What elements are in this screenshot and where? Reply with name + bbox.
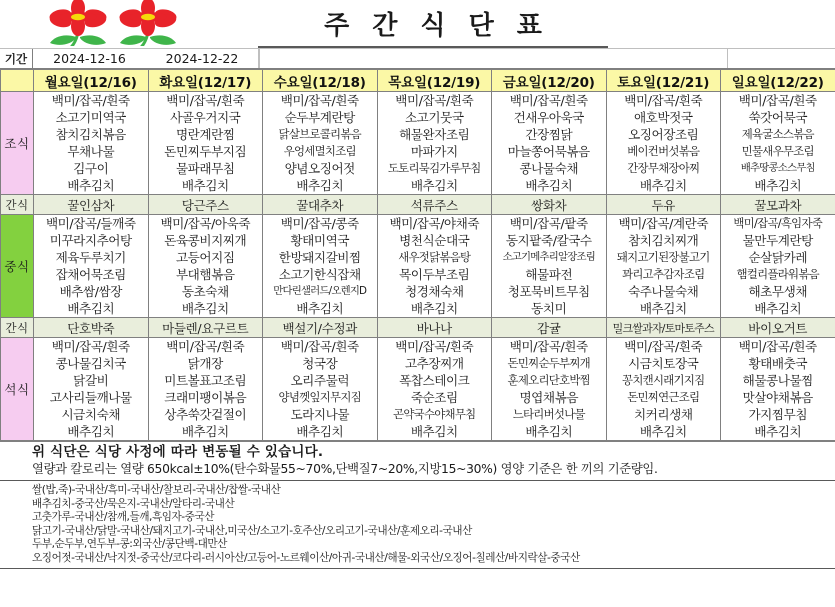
dish: 닭살브로콜리볶음 bbox=[278, 127, 361, 141]
dish: 명엽채볶음 bbox=[519, 390, 579, 405]
breakfast-cell-tue bbox=[148, 92, 263, 195]
dish: 돈육콩비지찌개 bbox=[164, 233, 247, 248]
dish: 배추김치 bbox=[67, 424, 115, 439]
flower-decoration bbox=[30, 0, 230, 46]
dish: 꽁치캔시래기지짐 bbox=[622, 373, 705, 387]
dish: 폭찹스테이크 bbox=[399, 373, 470, 388]
dish: 양념껫잎지무지짐 bbox=[278, 390, 361, 404]
dish: 황태배춧국 bbox=[748, 356, 808, 371]
row-label-breakfast: 조식 bbox=[1, 92, 34, 195]
period-end-date: 2024-12-22 bbox=[146, 49, 259, 68]
dish: 쑥갓어묵국 bbox=[748, 110, 808, 125]
dish: 배추김치 bbox=[754, 178, 802, 193]
row-label-snack2: 간식 bbox=[1, 318, 34, 338]
dish: 돼지고기된장불고기 bbox=[616, 250, 710, 264]
dish: 우엉세멸치조림 bbox=[283, 144, 356, 158]
dish: 백미/잡곡/흰죽 bbox=[395, 93, 474, 108]
dish: 만다린샐러드/오렌지D bbox=[273, 285, 367, 297]
dish: 백미/잡곡/흰죽 bbox=[509, 93, 588, 108]
dish: 소고기메추리알장조림 bbox=[502, 251, 595, 263]
dish: 도토리묵김가루무침 bbox=[387, 161, 481, 175]
dinner-cell-fri bbox=[492, 338, 607, 441]
snack1-cell-mon: 꿀인삼차 bbox=[34, 195, 149, 215]
lunch-cell-mon bbox=[34, 215, 149, 318]
day-header-sat: 토요일(12/21) bbox=[606, 70, 721, 92]
snack1-row bbox=[1, 195, 835, 215]
origin-line: 두부,순두부,연두부-콩:외국산/콩단백-대만산 bbox=[32, 538, 227, 551]
dish: 백미/잡곡/계란죽 bbox=[618, 216, 709, 231]
dish: 배추김치 bbox=[525, 178, 573, 193]
dish: 배추김치 bbox=[410, 178, 458, 193]
dish: 배추김치 bbox=[181, 301, 229, 316]
period-blank-cell-last bbox=[727, 49, 835, 68]
dish: 배추김치 bbox=[181, 178, 229, 193]
dinner-cell-tue bbox=[148, 338, 263, 441]
dish: 고추장찌개 bbox=[404, 356, 464, 371]
dish: 간장무채장아찌 bbox=[627, 161, 700, 175]
dish: 배추김치 bbox=[296, 178, 344, 193]
breakfast-cell-sun bbox=[721, 92, 835, 195]
weekly-menu-table bbox=[0, 69, 835, 441]
snack1-cell-fri: 쌍화차 bbox=[492, 195, 607, 215]
dish: 오징어장조림 bbox=[628, 127, 699, 142]
dish: 크래미팽이볶음 bbox=[164, 390, 247, 405]
dish: 순살닭카레 bbox=[748, 250, 808, 265]
dish: 물만두계란탕 bbox=[742, 233, 813, 248]
dinner-cell-wed bbox=[263, 338, 378, 441]
dish: 참치김치찌개 bbox=[628, 233, 699, 248]
breakfast-cell-mon bbox=[34, 92, 149, 195]
dish: 청포묵비트무침 bbox=[507, 284, 590, 299]
calorie-notice: 열량과 칼로리는 열량 650kcal±10%(탄수화물55~70%,단백질7~20%,지방15~30%) 영양 기준은 한 끼의 기준량임. bbox=[32, 462, 658, 476]
snack2-cell-wed: 백설기/수정과 bbox=[263, 318, 378, 338]
dinner-cell-sat bbox=[606, 338, 721, 441]
row-label-snack1: 간식 bbox=[1, 195, 34, 215]
dish: 백미/잡곡/흰죽 bbox=[509, 339, 588, 354]
dish: 해물완자조림 bbox=[399, 127, 470, 142]
lunch-cell-sat bbox=[606, 215, 721, 318]
dish: 오리주물럭 bbox=[290, 373, 350, 388]
snack2-row bbox=[1, 318, 835, 338]
menu-change-notice: 위 식단은 식당 사정에 따라 변동될 수 있습니다. bbox=[32, 444, 324, 460]
page-title bbox=[258, 0, 608, 48]
dish: 미꾸라지추어탕 bbox=[49, 233, 132, 248]
dish: 해초무생채 bbox=[748, 284, 808, 299]
dish: 시금치숙채 bbox=[61, 407, 121, 422]
page-title-text: 주 간 식 단 표 bbox=[324, 10, 549, 41]
dish: 고등어지짐 bbox=[175, 250, 235, 265]
lunch-cell-fri bbox=[492, 215, 607, 318]
dish: 백미/잡곡/흰죽 bbox=[624, 339, 703, 354]
dish: 순두부계란탕 bbox=[284, 110, 355, 125]
dish: 배추김치 bbox=[181, 424, 229, 439]
dish: 콩나물숙채 bbox=[519, 161, 579, 176]
snack2-cell-mon: 단호박죽 bbox=[34, 318, 149, 338]
day-header-fri: 금요일(12/20) bbox=[492, 70, 607, 92]
dish: 닭갈비 bbox=[73, 373, 109, 388]
dish: 가지찜무침 bbox=[748, 407, 808, 422]
dish: 제육굴소스볶음 bbox=[741, 127, 814, 141]
dish: 치커리생채 bbox=[633, 407, 693, 422]
footer-notice-block bbox=[0, 441, 835, 481]
dinner-cell-thu bbox=[377, 338, 492, 441]
dish: 명란계란찜 bbox=[175, 127, 235, 142]
dish: 물파래무침 bbox=[175, 161, 235, 176]
period-start-date: 2024-12-16 bbox=[53, 51, 126, 66]
dish: 배추김치 bbox=[67, 178, 115, 193]
dish: 청국장 bbox=[302, 356, 338, 371]
breakfast-cell-sat bbox=[606, 92, 721, 195]
lunch-cell-tue bbox=[148, 215, 263, 318]
breakfast-cell-fri bbox=[492, 92, 607, 195]
breakfast-cell-wed bbox=[263, 92, 378, 195]
dish: 배추쌈/쌈장 bbox=[59, 284, 122, 299]
dish: 간장찜닭 bbox=[525, 127, 573, 142]
dish: 배추김치 bbox=[639, 424, 687, 439]
dish: 부대햄볶음 bbox=[175, 267, 235, 282]
dish: 목이두부조림 bbox=[399, 267, 470, 282]
dish: 잡채어묵조림 bbox=[55, 267, 126, 282]
dish: 동지팥죽/칼국수 bbox=[505, 233, 592, 248]
snack2-cell-sat: 밀크쌀과자/토마토주스 bbox=[606, 318, 721, 338]
period-blank-cells bbox=[259, 49, 727, 68]
breakfast-row bbox=[1, 92, 835, 195]
origin-line: 배추김치-중국산/묵은지-국내산/알타리-국내산 bbox=[32, 497, 235, 510]
breakfast-cell-thu bbox=[377, 92, 492, 195]
day-header-sun: 일요일(12/22) bbox=[721, 70, 835, 92]
dish: 백미/잡곡/흑임자죽 bbox=[733, 216, 823, 230]
dish: 햄컬리플라워볶음 bbox=[736, 267, 819, 281]
snack1-cell-tue: 당근주스 bbox=[148, 195, 263, 215]
dish: 배추김치 bbox=[410, 301, 458, 316]
dish: 도라지나물 bbox=[290, 407, 350, 422]
period-label: 기간 bbox=[0, 49, 33, 68]
dish: 해물파전 bbox=[525, 267, 573, 282]
dish: 돈민찌두부지짐 bbox=[164, 144, 247, 159]
dish: 소고기뭇국 bbox=[404, 110, 464, 125]
dish: 꽈리고추감자조림 bbox=[622, 267, 705, 281]
dish: 애호박젓국 bbox=[633, 110, 693, 125]
origin-line: 쌀(밥,죽)-국내산/흑미-국내산/찰보리-국내산/찹쌀-국내산 bbox=[32, 484, 281, 496]
snack2-cell-tue: 마들렌/요구르트 bbox=[148, 318, 263, 338]
dish: 느타리버섯나물 bbox=[512, 407, 585, 421]
lunch-cell-wed bbox=[263, 215, 378, 318]
dish: 미트볼표고조림 bbox=[164, 373, 247, 388]
snack1-cell-thu: 석류주스 bbox=[377, 195, 492, 215]
lunch-cell-thu bbox=[377, 215, 492, 318]
dish: 김구이 bbox=[73, 161, 109, 176]
snack2-cell-fri: 감귤 bbox=[492, 318, 607, 338]
origin-line: 고춧가루-국내산/참깨,들깨,흑임자-중국산 bbox=[32, 511, 215, 524]
dish: 배추김치 bbox=[67, 301, 115, 316]
dish: 맛살야채볶음 bbox=[742, 390, 813, 405]
day-header-tue: 화요일(12/17) bbox=[148, 70, 263, 92]
row-label-lunch: 중식 bbox=[1, 215, 34, 318]
day-header-mon: 월요일(12/16) bbox=[34, 70, 149, 92]
dish: 무채나물 bbox=[67, 144, 115, 159]
dinner-cell-mon bbox=[34, 338, 149, 441]
dish: 백미/잡곡/아욱죽 bbox=[160, 216, 251, 231]
dish: 양념오징어젓 bbox=[284, 161, 355, 176]
dish: 백미/잡곡/흰죽 bbox=[51, 93, 130, 108]
dish: 곤약국수야채무침 bbox=[393, 407, 476, 421]
dish: 죽순조림 bbox=[410, 390, 458, 405]
dish: 해물콩나물찜 bbox=[742, 373, 813, 388]
dish: 소고기미역국 bbox=[55, 110, 126, 125]
lunch-cell-sun bbox=[721, 215, 835, 318]
dish: 베이컨버섯볶음 bbox=[627, 144, 700, 158]
snack1-cell-sat: 두유 bbox=[606, 195, 721, 215]
day-header-thu: 목요일(12/19) bbox=[377, 70, 492, 92]
row-label-dinner: 석식 bbox=[1, 338, 34, 441]
dish: 사골우거지국 bbox=[170, 110, 241, 125]
dish: 배추김치 bbox=[639, 178, 687, 193]
dish: 동초숙채 bbox=[181, 284, 229, 299]
dish: 백미/잡곡/흰죽 bbox=[624, 93, 703, 108]
dish: 훈제오리단호박찜 bbox=[507, 373, 590, 387]
dish: 건새우아욱국 bbox=[513, 110, 584, 125]
dish: 숙주나물숙채 bbox=[628, 284, 699, 299]
dish: 배추김치 bbox=[639, 301, 687, 316]
dish: 마파가지 bbox=[410, 144, 458, 159]
dish: 상추쑥갓겉절이 bbox=[164, 407, 247, 422]
dish: 닭개장 bbox=[187, 356, 223, 371]
table-header-row bbox=[1, 70, 835, 92]
dish: 참치김치볶음 bbox=[55, 127, 126, 142]
snack2-cell-sun: 바이오거트 bbox=[721, 318, 835, 338]
snack1-cell-sun: 꿀모과차 bbox=[721, 195, 835, 215]
dish: 백미/잡곡/야채죽 bbox=[389, 216, 480, 231]
dish: 배추김치 bbox=[410, 424, 458, 439]
dish: 배추땅콩소스무침 bbox=[740, 162, 815, 174]
dish: 새우젓닭볶음탕 bbox=[398, 250, 471, 264]
snack1-cell-wed: 꿀대추차 bbox=[263, 195, 378, 215]
origin-of-ingredients-block bbox=[0, 481, 835, 569]
dinner-row bbox=[1, 338, 835, 441]
dish: 백미/잡곡/흰죽 bbox=[51, 339, 130, 354]
table-corner-cell bbox=[1, 70, 34, 92]
dish: 백미/잡곡/흰죽 bbox=[738, 339, 817, 354]
dish: 병천식순대국 bbox=[399, 233, 470, 248]
dish: 백미/잡곡/들깨죽 bbox=[45, 216, 136, 231]
dish: 백미/잡곡/흰죽 bbox=[738, 93, 817, 108]
dish: 백미/잡곡/콩죽 bbox=[280, 216, 359, 231]
dish: 한방돼지갈비찜 bbox=[278, 250, 361, 265]
origin-line: 오징어젓-국내산/낙지젓-중국산/코다리-러시아산/고등어-노르웨이산/아귀-국내산/해물-외국산/오징어-칠레산/바지락살-중국산 bbox=[32, 551, 580, 564]
dish: 시금치토장국 bbox=[628, 356, 699, 371]
dish: 백미/잡곡/흰죽 bbox=[280, 339, 359, 354]
dinner-cell-sun bbox=[721, 338, 835, 441]
dish: 민물새우무조림 bbox=[741, 144, 814, 158]
lunch-row bbox=[1, 215, 835, 318]
day-header-wed: 수요일(12/18) bbox=[263, 70, 378, 92]
dish: 제육두루치기 bbox=[55, 250, 126, 265]
dish: 마늘쫑어묵볶음 bbox=[507, 144, 590, 159]
banner bbox=[0, 0, 835, 48]
dish: 백미/잡곡/흰죽 bbox=[395, 339, 474, 354]
dish: 배추김치 bbox=[296, 301, 344, 316]
dish: 백미/잡곡/흰죽 bbox=[280, 93, 359, 108]
dish: 콩나물김치국 bbox=[55, 356, 126, 371]
dish: 배추김치 bbox=[754, 424, 802, 439]
dish: 백미/잡곡/흰죽 bbox=[166, 339, 245, 354]
snack2-cell-thu: 바나나 bbox=[377, 318, 492, 338]
dish: 백미/잡곡/팥죽 bbox=[509, 216, 588, 231]
dish: 배추김치 bbox=[525, 424, 573, 439]
dish: 배추김치 bbox=[754, 301, 802, 316]
period-row bbox=[0, 48, 835, 69]
flower-icon bbox=[48, 0, 177, 46]
dish: 배추김치 bbox=[296, 424, 344, 439]
dish: 소고기한식잡채 bbox=[278, 267, 361, 282]
dish: 돈민찌연근조림 bbox=[627, 390, 700, 404]
dish: 돈민찌순두부찌개 bbox=[507, 356, 590, 370]
dish: 백미/잡곡/흰죽 bbox=[166, 93, 245, 108]
dish: 청경채숙채 bbox=[404, 284, 464, 299]
origin-line: 닭고기-국내산/닭말-국내산/돼지고기-국내산,미국산/소고기-호주산/오리고기-국내산/훈제오리-국내산 bbox=[32, 524, 472, 537]
dish: 동치미 bbox=[531, 301, 567, 316]
dish: 황태미역국 bbox=[290, 233, 350, 248]
dish: 고사리들깨나물 bbox=[49, 390, 132, 405]
